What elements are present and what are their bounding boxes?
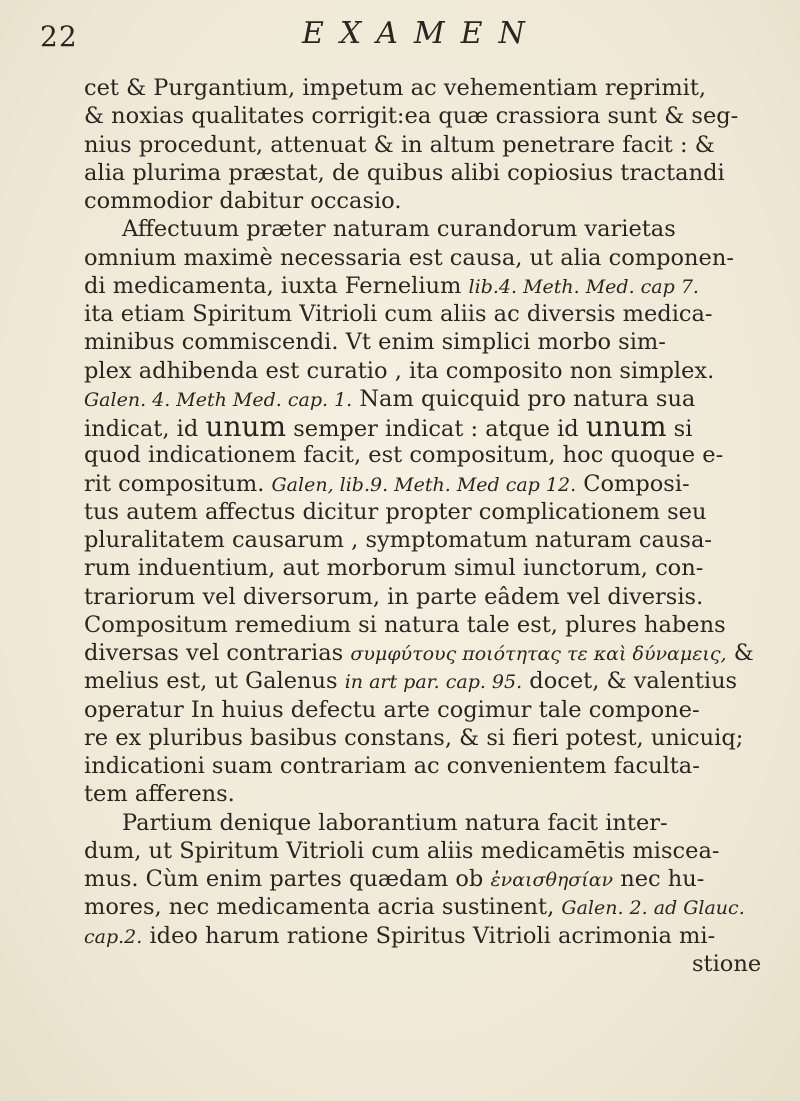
text-segment: nius procedunt, attenuat & in altum penetrare facit : & — [84, 131, 715, 158]
text-segment: indicat, id — [84, 416, 206, 442]
text-line — [84, 554, 774, 582]
text-line — [84, 272, 774, 300]
catchword — [84, 950, 774, 978]
text-segment: & — [726, 640, 754, 666]
greek-text: συμφύτους ποιότητας τε καὶ δύναμεις, — [350, 643, 727, 665]
text-line — [84, 809, 774, 837]
text-segment: Composi- — [576, 470, 690, 497]
text-line — [84, 102, 774, 130]
text-line — [84, 470, 774, 498]
text-segment: semper indicat : atque id — [286, 416, 586, 442]
text-line — [84, 410, 774, 443]
page-number: 22 — [40, 20, 78, 53]
text-segment: re ex pluribus basibus constans, & si fieri potest, unicuiq; — [84, 724, 744, 751]
text-segment: Nam quicquid pro natura sua — [352, 385, 696, 412]
text-segment: cet & Purgantium, impetum ac vehementiam reprimit, — [84, 75, 707, 101]
text-line — [84, 752, 774, 780]
citation: cap.2. — [84, 925, 143, 948]
text-segment: Affectuum præter naturam curandorum varietas — [122, 216, 676, 243]
text-segment: nec hu- — [613, 866, 705, 892]
running-head: EXAMEN — [302, 16, 541, 51]
text-segment: unum — [585, 410, 667, 443]
text-segment: di medicamenta, iuxta Fernelium — [84, 272, 469, 299]
text-segment: diversas vel contrarias — [84, 640, 351, 666]
text-segment: & noxias qualitates corrigit:ea quæ crassiora sunt & seg- — [84, 103, 739, 130]
text-line — [84, 696, 774, 724]
text-segment: commodior dabitur occasio. — [84, 188, 402, 214]
text-line — [84, 724, 774, 752]
citation: Galen. 2. ad Glauc. — [561, 897, 745, 920]
citation: in art par. cap. 95. — [344, 671, 523, 694]
text-line — [84, 159, 774, 187]
text-segment: pluralitatem causarum , symptomatum naturam causa- — [84, 527, 712, 553]
text-segment: indicationi suam contrariam ac convenientem faculta- — [84, 753, 700, 779]
text-line — [84, 526, 774, 554]
text-line — [84, 922, 774, 950]
text-segment: dum, ut Spiritum Vitrioli cum aliis medicamētis miscea- — [84, 837, 720, 864]
text-line — [84, 611, 774, 639]
citation: Galen, lib.9. Meth. Med cap 12. — [271, 473, 577, 496]
text-segment: operatur In huius defectu arte cogimur tale compone- — [84, 696, 700, 723]
text-line — [84, 74, 774, 102]
body-text — [84, 74, 774, 978]
text-line — [84, 441, 774, 469]
text-segment: ita etiam Spiritum Vitrioli cum aliis ac diversis medica- — [84, 301, 713, 327]
text-segment: alia plurima præstat, de quibus alibi copiosius tractandi — [84, 159, 725, 186]
text-line — [84, 300, 774, 328]
text-line — [84, 865, 774, 893]
text-segment: minibus commiscendi. Vt enim simplici morbo sim- — [84, 329, 666, 356]
text-segment: tem afferens. — [84, 781, 235, 808]
text-segment: quod indicationem facit, est compositum, hoc quoque e- — [84, 442, 724, 469]
text-line — [84, 780, 774, 808]
text-segment: trariorum vel diversorum, in parte eâdem vel diversis. — [84, 583, 704, 610]
text-line — [84, 385, 774, 413]
citation: lib.4. Meth. Med. cap 7. — [468, 275, 699, 298]
text-line — [84, 498, 774, 526]
text-segment: melius est, ut Galenus — [84, 668, 345, 695]
page-header — [40, 12, 740, 62]
text-line — [84, 639, 774, 667]
text-segment: mus. Cùm enim partes quædam ob — [84, 866, 491, 892]
greek-text: ἐναισθησίαν — [490, 869, 614, 891]
text-line — [84, 893, 774, 921]
text-segment: stione — [692, 950, 762, 977]
text-line — [84, 667, 774, 695]
text-line — [84, 215, 774, 243]
text-line — [84, 357, 774, 385]
text-segment: omnium maximè necessaria est causa, ut alia componen- — [84, 244, 734, 271]
text-segment: plex adhibenda est curatio , ita composito non simplex. — [84, 357, 715, 384]
text-segment: si — [666, 416, 693, 442]
text-line — [84, 131, 774, 159]
text-segment: Compositum remedium si natura tale est, plures habens — [84, 611, 726, 638]
text-segment: mores, nec medicamenta acria sustinent, — [84, 894, 562, 921]
text-segment: Partium denique laborantium natura facit inter- — [122, 809, 668, 836]
text-segment: tus autem affectus dicitur propter complicationem seu — [84, 498, 707, 525]
text-line — [84, 583, 774, 611]
text-line — [84, 837, 774, 865]
citation: Galen. 4. Meth Med. cap. 1. — [84, 388, 353, 411]
text-segment: unum — [205, 410, 287, 443]
text-line — [84, 187, 774, 215]
text-segment: rum induentium, aut morborum simul iunctorum, con- — [84, 555, 704, 582]
text-segment: ideo harum ratione Spiritus Vitrioli acrimonia mi- — [142, 922, 716, 949]
text-segment: docet, & valentius — [522, 668, 738, 695]
text-segment: rit compositum. — [84, 470, 272, 497]
text-line — [84, 244, 774, 272]
text-line — [84, 328, 774, 356]
